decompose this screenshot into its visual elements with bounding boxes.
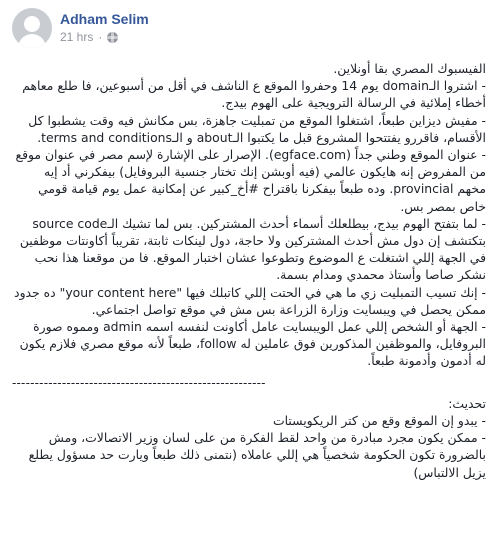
post-paragraph: - الجهة أو الشخص إللي عمل الويبسايت عامل أكاونت لنفسه اسمه admin ومموه صورة البروفايل، والموظفين المذكورين فوق عاملين له follow، طبعاً لأنه موقع مصري فلازم يكون له أدمون وأدمونة طبعاً.: [19, 319, 486, 369]
author-name[interactable]: Adham Selim: [60, 11, 149, 27]
post-time-row: [60, 28, 149, 46]
post-paragraph: - لما بتفتح الهوم بيدج، بيطلعلك أسماء أحدث المشتركين. بس لما تشيك الـsource code بتكتشف إن دول مش أحدث المشتركين ولا حاجة، دول لينكات ثابتة، تقريباً أكاونتات موظفين في الجهة إللي اشتغلت ع الموضوع وتطوعوا عشان اختبار الموقع. فا من موقعنا هذا نحب نشكر صاصا وأستاذ محمدي ومدام بسمة.: [19, 215, 486, 283]
post-paragraph: - اشتروا الـdomain يوم 14 وحفروا الموقع ع الناشف في أقل من أسبوعين، فا طلع معاهم أخطاء إملائية في الرسالة الترويجية على الهوم بيدج.: [22, 78, 486, 111]
post-paragraph: - عنوان الموقع وطني جداً (egface.com). الإصرار على الإشارة لإسم مصر في عنوان موقع من المفروض إنه هايكون عالمي (فيه أوبشن إنك تختار جنسية البروفايل) بيفكرني أد إيه مخهم provincial. وده طبعاً بيفكرنا باقتراح #أخ_كبير عن إمكانية عمل يوم قيامة قومي خاص بمصر بس.: [15, 147, 486, 214]
update-paragraph: - ممكن يكون مجرد مبادرة من واحد لقط الفكرة من على لسان وزير الاتصالات، ومش بالضرورة تكون الحكومة شخصياً هي إللي عاملاه (نتمنى ذلك طبعاً ويارت حد مسؤول يطلع يزيل الالتباس): [28, 430, 486, 480]
post-paragraph: الفيسبوك المصري بقا أونلاين.: [333, 61, 486, 76]
avatar-silhouette-body: [18, 34, 46, 48]
post-paragraph: - إنك تسيب التمبليت زي ما هي في الحتت إللي كاتبلك فيها "your content here" ده جدود ممكن يحصل في ويبسايت وزارة الزراعة بس مش في موقع تواصل اجتماعي.: [14, 284, 486, 317]
update-paragraph: - يبدو إن الموقع وقع من كتر الريكويستات: [272, 413, 486, 429]
post-meta: [60, 8, 149, 46]
meta-separator-dot: ·: [98, 30, 103, 44]
avatar-silhouette-head: [24, 16, 40, 32]
post-paragraph: - مفيش ديزاين طبعاً، اشتغلوا الموقع من تمبليت جاهزة، بس مكانش فيه وقت يشطبوا كل الأقسام، فاقررو يفتتحوا المشروع قبل ما يكتبوا الـabout و الـterms and conditions.: [28, 112, 486, 145]
update-title: تحديث:: [448, 395, 486, 411]
section-separator: --------------------------------------------------------: [12, 375, 266, 390]
avatar[interactable]: [12, 8, 52, 48]
post-header: [12, 8, 488, 60]
post-timestamp[interactable]: 21 hrs: [60, 30, 94, 44]
globe-icon[interactable]: [107, 32, 118, 43]
post-body: [12, 60, 488, 481]
